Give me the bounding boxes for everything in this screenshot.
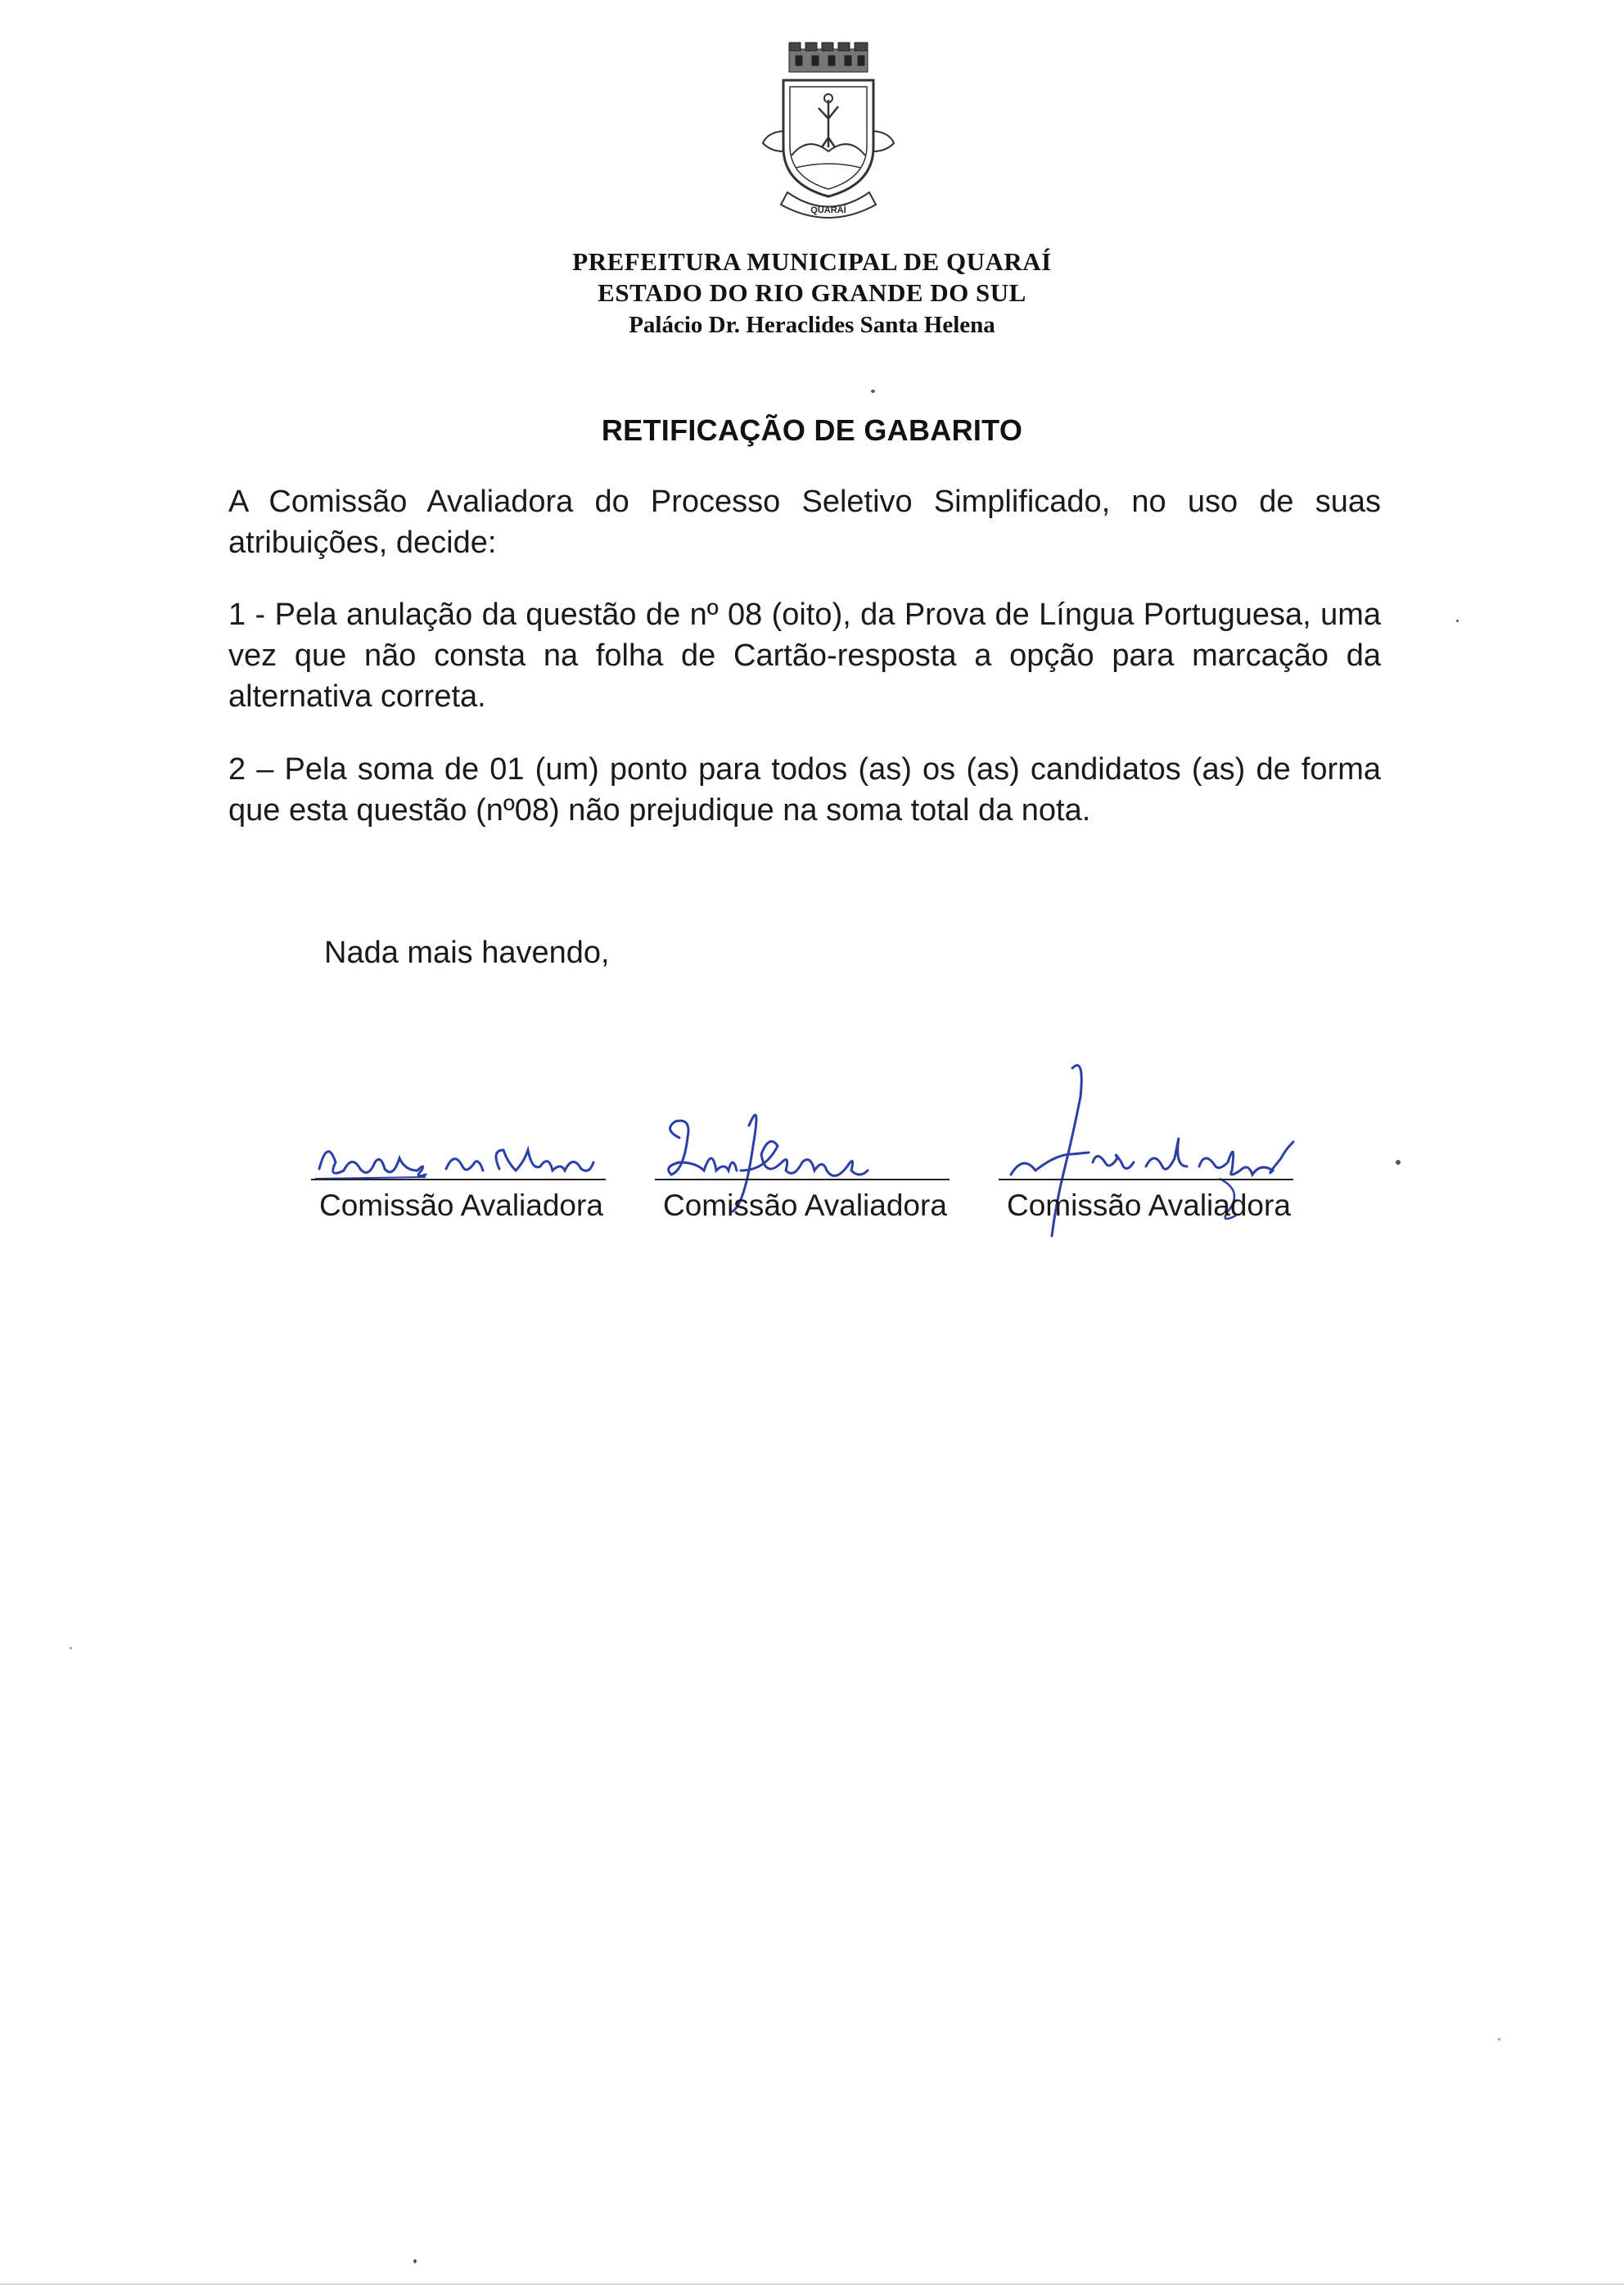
scan-speck bbox=[1498, 2038, 1500, 2041]
signature-line-3 bbox=[999, 1179, 1293, 1180]
document-title: RETIFICAÇÃO DE GABARITO bbox=[601, 413, 1023, 447]
paragraph-item-2: 2 – Pela soma de 01 (um) ponto para todos (as) os (as) candidatos (as) de forma que esta questão (nº08) não prejudique na soma total da nota. bbox=[228, 752, 1381, 828]
signature-label-1: Comissão Avaliadora bbox=[319, 1189, 603, 1222]
letterhead-state: ESTADO DO RIO GRANDE DO SUL bbox=[598, 278, 1026, 307]
letterhead-palace: Palácio Dr. Heraclides Santa Helena bbox=[629, 312, 995, 338]
letterhead-municipality: PREFEITURA MUNICIPAL DE QUARAÍ bbox=[572, 247, 1052, 276]
paragraph-intro: A Comissão Avaliadora do Processo Seletivo Simplificado, no uso de suas atribuições, decide: bbox=[228, 485, 1381, 560]
signature-label-2: Comissão Avaliadora bbox=[663, 1189, 947, 1222]
crest-ribbon-text: QUARAÍ bbox=[810, 205, 846, 215]
signature-line-2 bbox=[655, 1179, 950, 1180]
scan-speck bbox=[70, 1647, 72, 1649]
paragraph-item-1: 1 - Pela anulação da questão de nº 08 (oito), da Prova de Língua Portuguesa, uma vez que não consta na folha de Cartão-resposta a opção para marcação da alternativa correta. bbox=[228, 598, 1381, 714]
scan-speck bbox=[1456, 620, 1459, 622]
signature-block-1 bbox=[311, 1089, 622, 1244]
signature-block-2 bbox=[655, 1089, 966, 1244]
coat-of-arms-icon bbox=[747, 41, 910, 229]
signature-label-3: Comissão Avaliadora bbox=[1007, 1189, 1291, 1222]
scan-speck bbox=[871, 390, 875, 393]
scan-speck bbox=[413, 2259, 417, 2263]
signature-line-1 bbox=[311, 1179, 606, 1180]
closing-text: Nada mais havendo, bbox=[324, 936, 610, 970]
signature-block-3 bbox=[999, 1089, 1310, 1244]
scan-bottom-edge bbox=[0, 2284, 1624, 2285]
scan-speck bbox=[1396, 1160, 1401, 1165]
